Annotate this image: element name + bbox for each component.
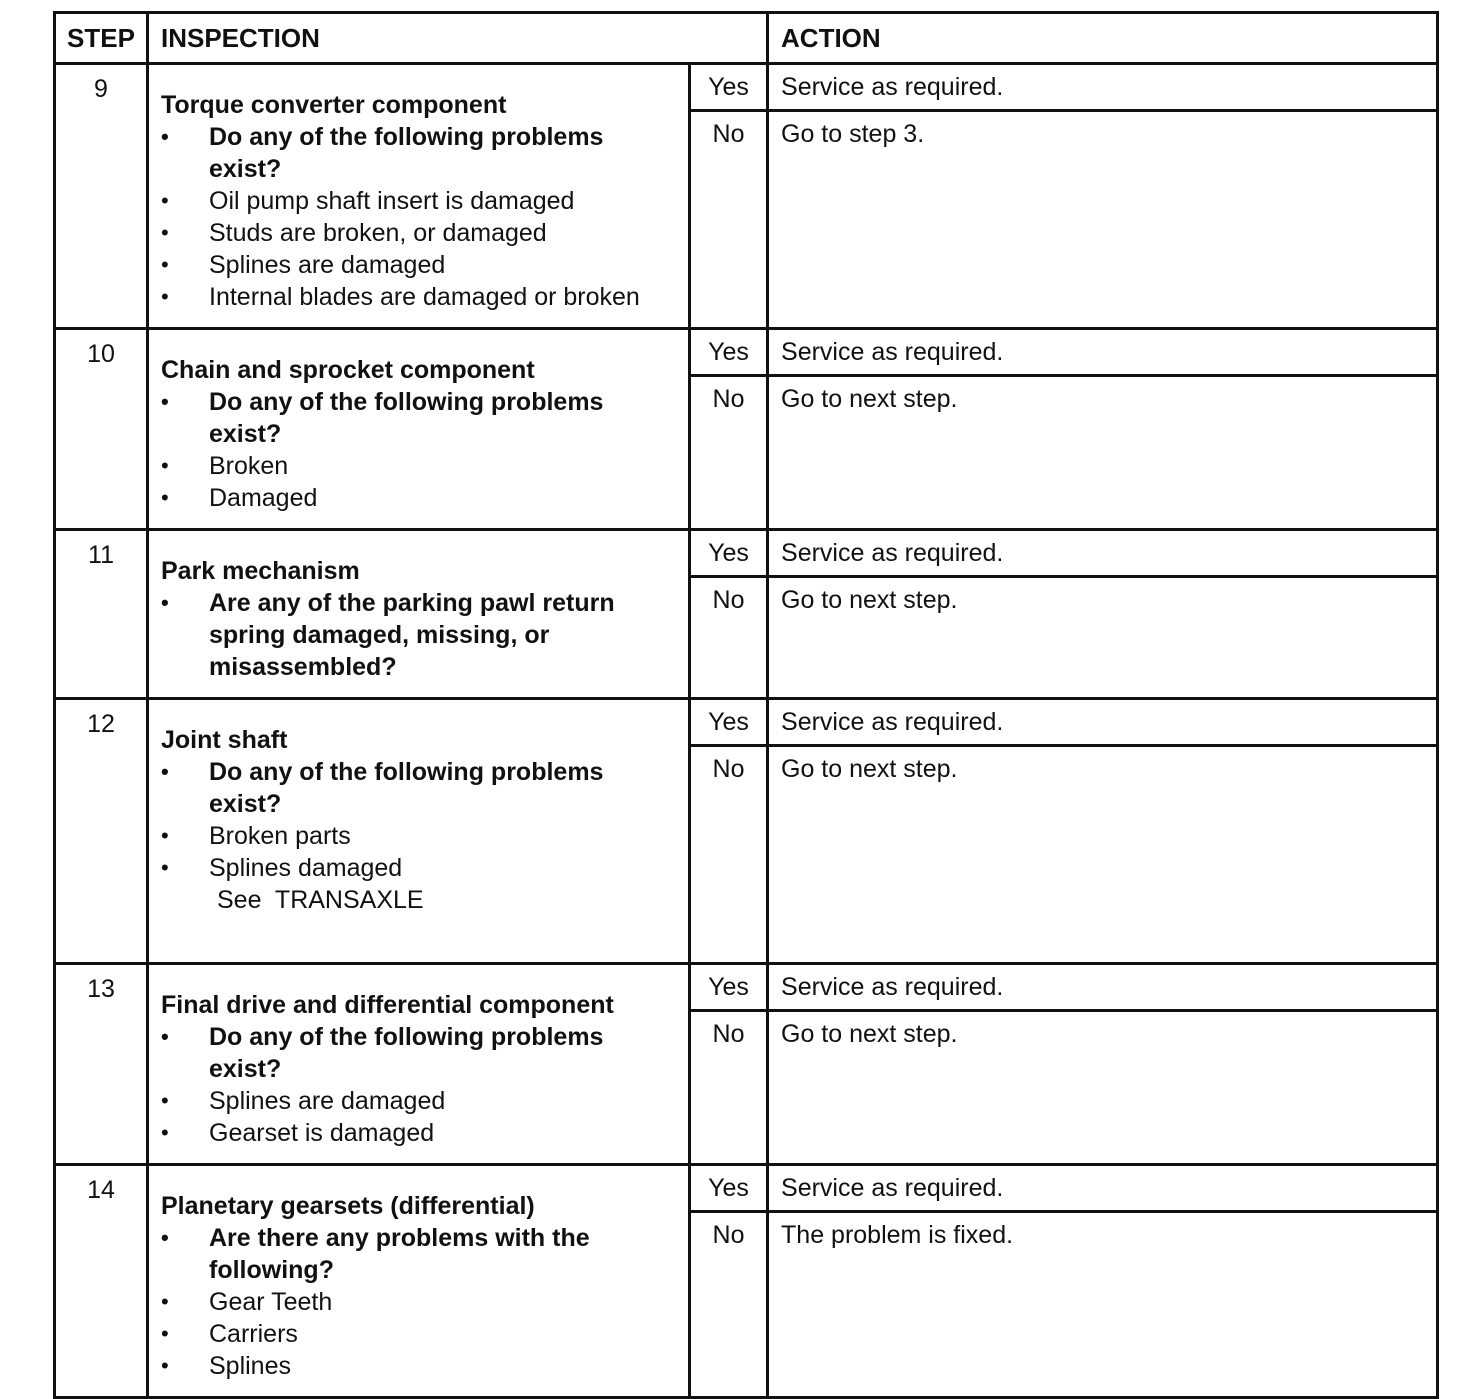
inspection-table xyxy=(53,11,1439,1399)
inspection-cell xyxy=(148,329,690,530)
list-item: • Oil pump shaft insert is damaged xyxy=(161,185,678,217)
no-action: The problem is fixed. xyxy=(768,1212,1438,1398)
no-action: Go to next step. xyxy=(768,746,1438,964)
no-label: No xyxy=(690,1011,768,1165)
list-item: • Broken xyxy=(161,450,678,482)
step-number: 10 xyxy=(55,329,148,530)
inspection-title: Planetary gearsets (differential) xyxy=(161,1192,535,1220)
header-step: STEP xyxy=(55,13,148,64)
list-item: • Gearset is damaged xyxy=(161,1117,678,1149)
inspection-title: Park mechanism xyxy=(161,557,360,585)
inspection-question: • Do any of the following problems exist? xyxy=(161,386,678,450)
header-row xyxy=(55,13,1438,64)
step-number: 13 xyxy=(55,964,148,1165)
yes-label: Yes xyxy=(690,1165,768,1212)
see-reference: See TRANSAXLE xyxy=(217,886,424,914)
list-item: • Splines damaged xyxy=(161,852,678,884)
list-item: • Gear Teeth xyxy=(161,1286,678,1318)
no-action: Go to next step. xyxy=(768,1011,1438,1165)
header-action: ACTION xyxy=(768,13,1438,64)
step-row-yes xyxy=(55,1165,1438,1212)
yes-label: Yes xyxy=(690,530,768,577)
inspection-title: Chain and sprocket component xyxy=(161,356,535,384)
list-item: • Damaged xyxy=(161,482,678,514)
inspection-title: Final drive and differential component xyxy=(161,991,614,1019)
inspection-title: Torque converter component xyxy=(161,91,507,119)
list-item: • Splines xyxy=(161,1350,678,1382)
inspection-cell xyxy=(148,1165,690,1398)
no-label: No xyxy=(690,1212,768,1398)
inspection-question: • Are any of the parking pawl return spring damaged, missing, or misassembled? xyxy=(161,587,678,683)
step-row-yes xyxy=(55,699,1438,746)
yes-action: Service as required. xyxy=(768,530,1438,577)
step-number: 12 xyxy=(55,699,148,964)
inspection-title: Joint shaft xyxy=(161,726,288,754)
list-item: • Studs are broken, or damaged xyxy=(161,217,678,249)
inspection-cell xyxy=(148,530,690,699)
step-row-yes xyxy=(55,530,1438,577)
list-item: • Carriers xyxy=(161,1318,678,1350)
yes-label: Yes xyxy=(690,329,768,376)
header-inspection: INSPECTION xyxy=(148,13,768,64)
yes-action: Service as required. xyxy=(768,329,1438,376)
list-item: • Internal blades are damaged or broken xyxy=(161,281,678,313)
no-label: No xyxy=(690,376,768,530)
no-action: Go to step 3. xyxy=(768,111,1438,329)
step-row-yes xyxy=(55,329,1438,376)
no-action: Go to next step. xyxy=(768,577,1438,699)
no-action: Go to next step. xyxy=(768,376,1438,530)
yes-action: Service as required. xyxy=(768,64,1438,111)
list-item: • Splines are damaged xyxy=(161,1085,678,1117)
yes-label: Yes xyxy=(690,64,768,111)
yes-action: Service as required. xyxy=(768,964,1438,1011)
inspection-cell xyxy=(148,699,690,964)
no-label: No xyxy=(690,577,768,699)
no-label: No xyxy=(690,111,768,329)
inspection-question: • Do any of the following problems exist? xyxy=(161,121,678,185)
step-number: 14 xyxy=(55,1165,148,1398)
inspection-question: • Do any of the following problems exist? xyxy=(161,756,678,820)
inspection-question: • Are there any problems with the following? xyxy=(161,1222,678,1286)
step-row-yes xyxy=(55,964,1438,1011)
yes-label: Yes xyxy=(690,964,768,1011)
inspection-question: • Do any of the following problems exist? xyxy=(161,1021,678,1085)
no-label: No xyxy=(690,746,768,964)
yes-action: Service as required. xyxy=(768,1165,1438,1212)
yes-action: Service as required. xyxy=(768,699,1438,746)
inspection-cell xyxy=(148,964,690,1165)
step-number: 9 xyxy=(55,64,148,329)
list-item: • Broken parts xyxy=(161,820,678,852)
list-item: • Splines are damaged xyxy=(161,249,678,281)
step-row-yes xyxy=(55,64,1438,111)
step-number: 11 xyxy=(55,530,148,699)
yes-label: Yes xyxy=(690,699,768,746)
inspection-cell xyxy=(148,64,690,329)
